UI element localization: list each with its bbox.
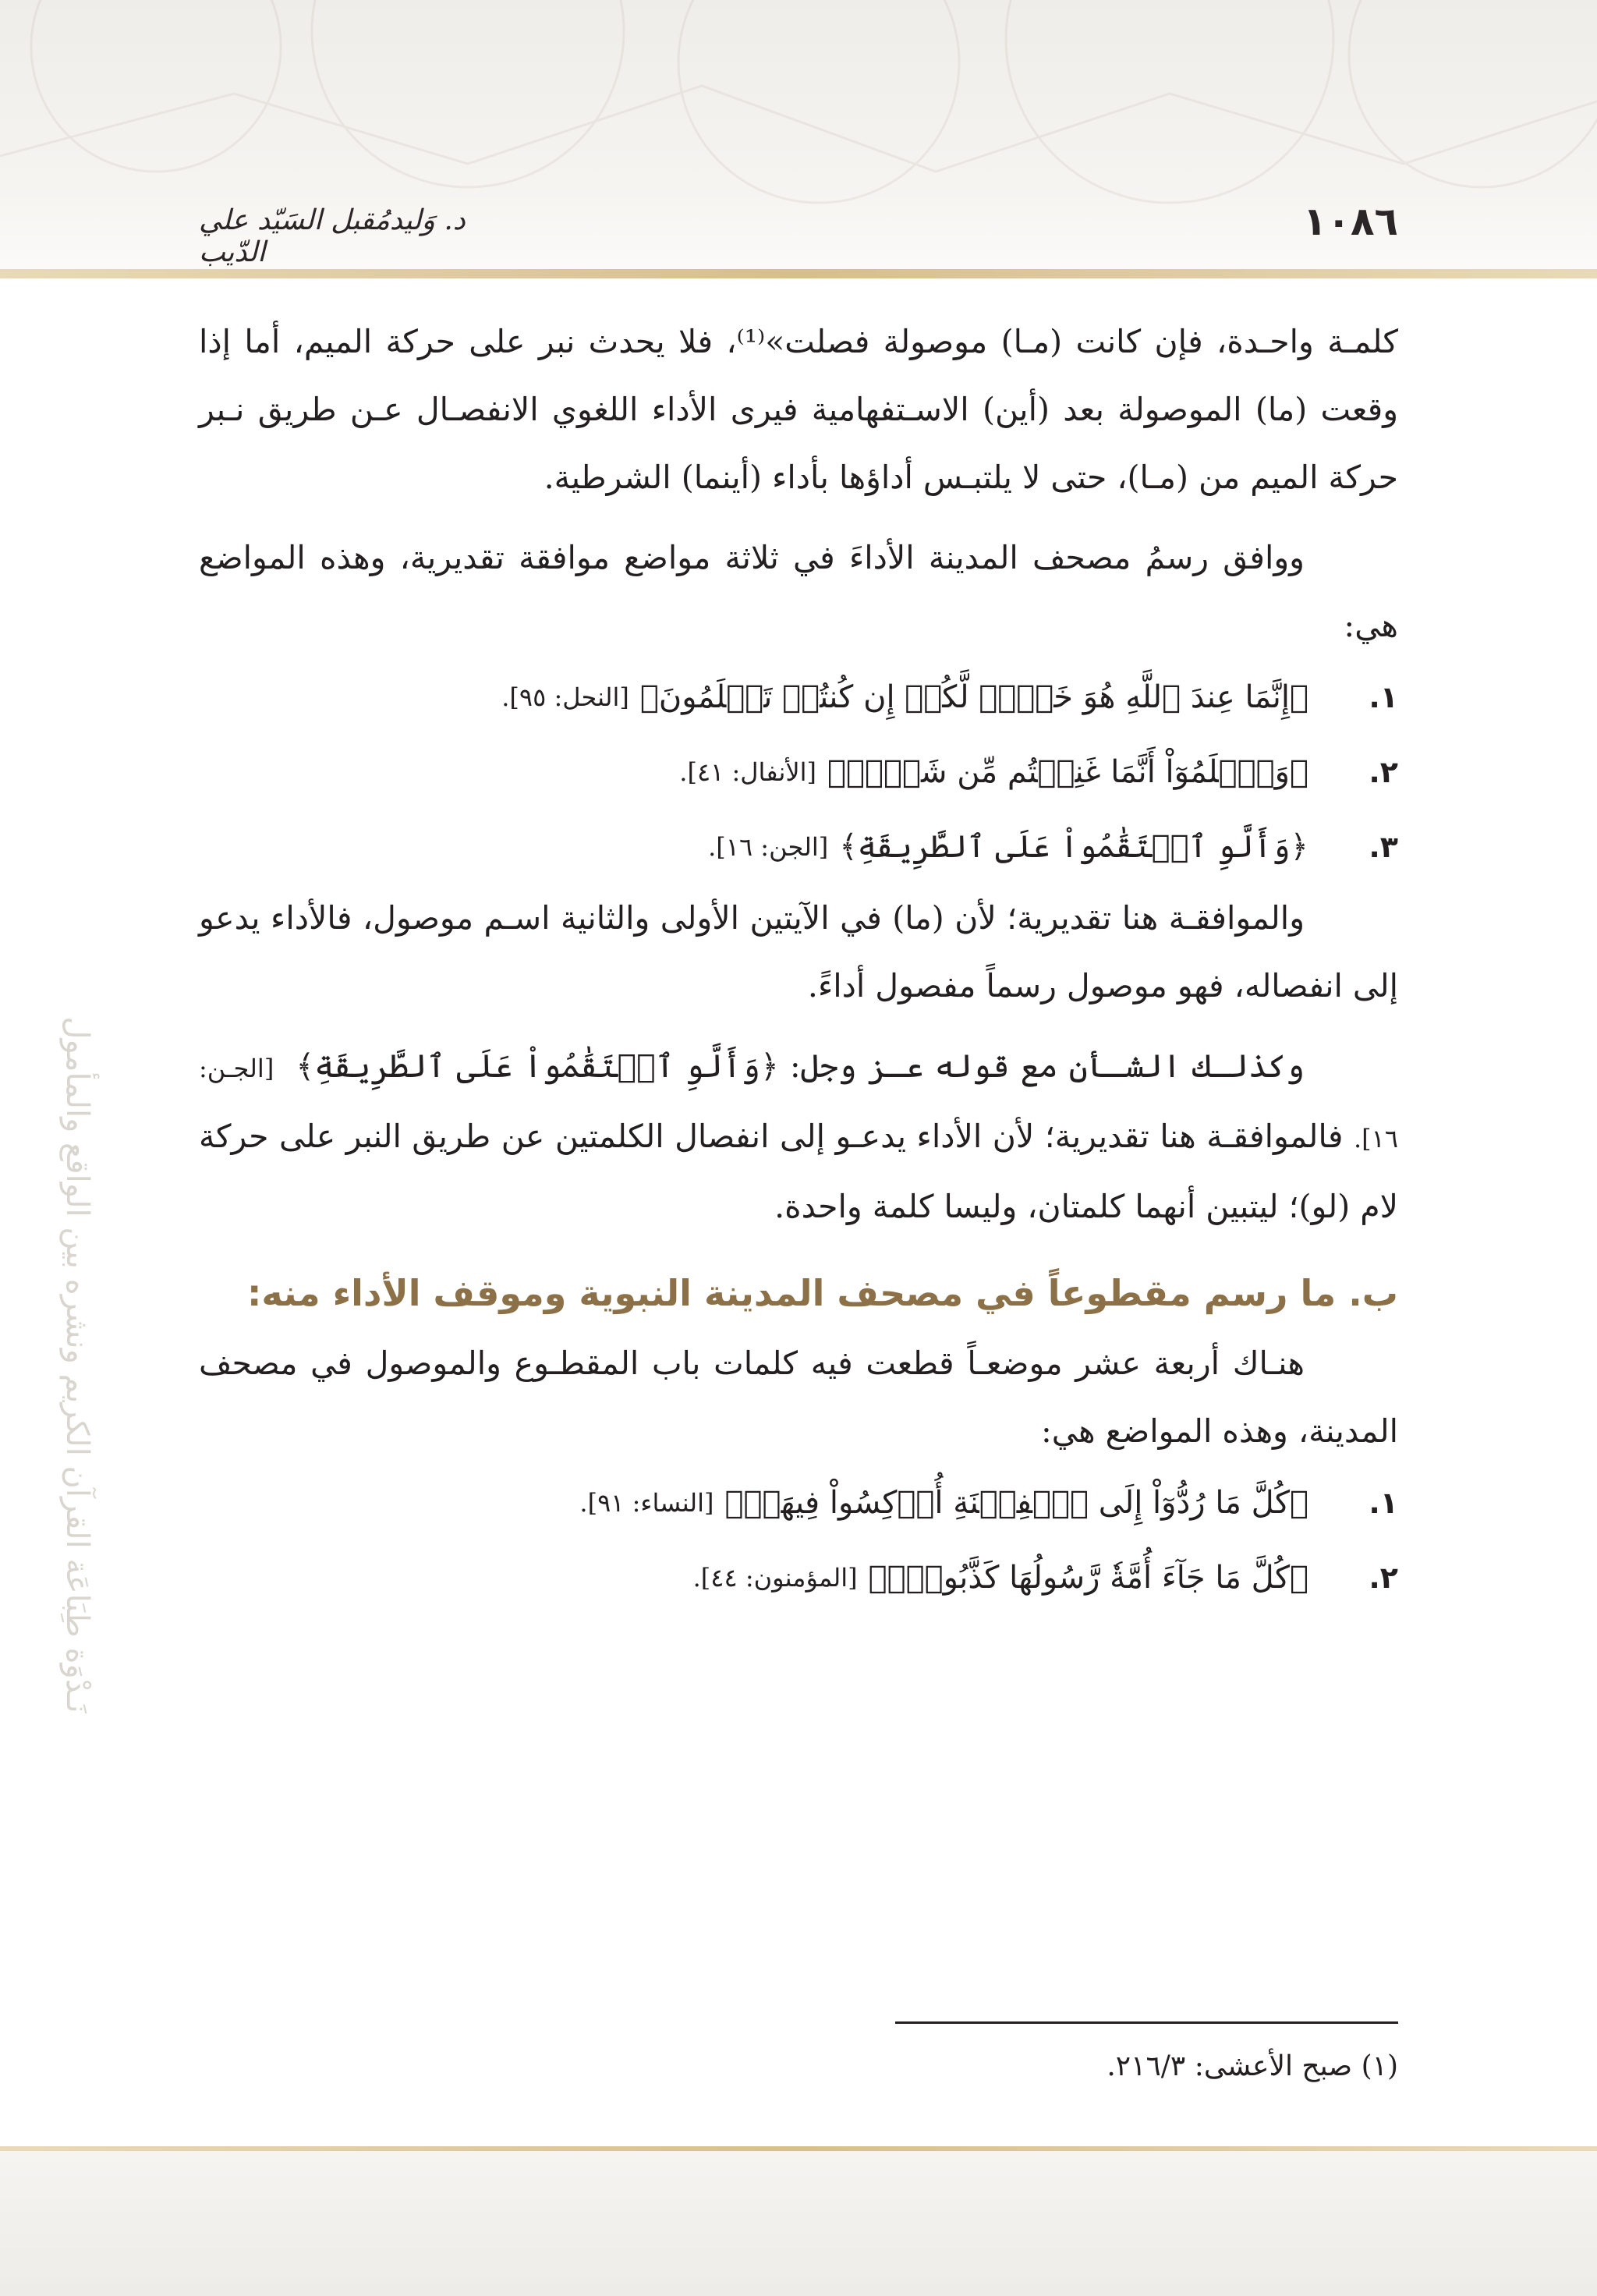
verse-number: ١. xyxy=(1369,679,1398,714)
section-heading: ب. ما رسم مقطوعاً في مصحف المدينة النبوية وموقف الأداء منه: xyxy=(247,1272,1398,1314)
paragraph-4-start: وكذلـك الشـأن مع قوله عـز وجل: ﴿وَأَلَّوِ ٱسۡتَقَٰمُواْ عَلَى ٱلطَّرِيقَةِ﴾ xyxy=(296,1047,1305,1085)
footnote-divider xyxy=(895,2021,1398,2024)
verse-text: ﴿كُلَّ مَا رُدُّوٓاْ إِلَى ٱلۡفِتۡنَةِ أُرۡكِسُواْ فِيهَاۚ﴾ xyxy=(724,1484,1308,1521)
paragraph-5: هنـاك أربعة عشر موضعـاً قطعت فيه كلمات باب المقطـوع والموصول في مصحف المدينة، وهذه المواضع هي: xyxy=(199,1345,1398,1450)
footnote-number: (١) xyxy=(1361,2050,1398,2082)
paragraph-2: ووافق رسمُ مصحف المدينة الأداءَ في ثلاثة مواضع موافقة تقديرية، وهذه المواضع هي: xyxy=(199,539,1398,644)
side-series-title: نَـدْوَة طِبَاعَة القرآن الكريم ونشره بين الواقع والمأمول xyxy=(59,1016,95,1713)
verse-item xyxy=(199,810,1398,884)
verse-reference: [النحل: ٩٥]. xyxy=(501,682,629,712)
verse-item xyxy=(199,660,1398,735)
verse-text: ﴿كُلَّ مَا جَآءَ أُمَّةٗ رَّسُولُهَا كَذَّبُوهُۖ﴾ xyxy=(868,1559,1308,1596)
verse-text: ﴿وَٱعۡلَمُوٓاْ أَنَّمَا غَنِمۡتُم مِّن شَيۡءٖ﴾ xyxy=(827,753,1308,790)
footer-band xyxy=(0,2151,1597,2296)
verse-number: ١. xyxy=(1369,1485,1398,1520)
header-rule xyxy=(0,269,1597,278)
verse-reference: [الأنفال: ٤١]. xyxy=(679,756,816,787)
main-text xyxy=(199,308,1398,1615)
verse-list-b xyxy=(199,1465,1398,1615)
footnote xyxy=(696,2043,1398,2090)
verse-number: ٣. xyxy=(1369,829,1398,864)
verse-reference: [النساء: ٩١]. xyxy=(579,1487,714,1518)
paragraph-1: كلمـة واحـدة، فإن كانت (مـا) موصولة فصلت»⁽¹⁾، فلا يحدث نبر على حركة الميم، أما إذا وقعت (ما) الموصولة بعد (أين) الاسـتفهامية فيرى الأداء اللغوي الانفصـال عـن طريق نـبر حركة الميم من (مـا)، حتى لا يلتبـس أداؤها بأداء (أينما) الشرطية. xyxy=(199,323,1398,496)
running-head-author: د. وَليدمُقبل السَيّد علي الدّيب xyxy=(199,204,466,268)
verse-item xyxy=(199,735,1398,810)
footnote-text: صبح الأعشى: ٢١٦/٣. xyxy=(1107,2050,1353,2082)
verse-list-a xyxy=(199,660,1398,884)
verse-item xyxy=(199,1465,1398,1540)
verse-item xyxy=(199,1540,1398,1615)
verse-text: ﴿وَأَلَّوِ ٱسۡتَقَٰمُواْ عَلَى ٱلطَّرِيقَةِ﴾ xyxy=(839,828,1308,865)
verse-text: ﴿إِنَّمَا عِندَ ٱللَّهِ هُوَ خَيۡرٞ لَّكُمۡ إِن كُنتُمۡ تَعۡلَمُونَ﴾ xyxy=(639,679,1308,715)
verse-number: ٢. xyxy=(1369,1560,1398,1595)
paragraph-4-end: فالموافقـة هنا تقديرية؛ لأن الأداء يدعـو إلى انفصال الكلمتين عن طريق النبر على حركة لام (لو)؛ ليتبين أنهما كلمتان، وليسا كلمة واحدة. xyxy=(199,1118,1398,1225)
verse-reference: [المؤمنون: ٤٤]. xyxy=(692,1562,858,1593)
verse-number: ٢. xyxy=(1369,754,1398,789)
paragraph-3: والموافقـة هنا تقديرية؛ لأن (ما) في الآيتين الأولى والثانية اسـم موصول، فالأداء يدعو إلى انفصاله، فهو موصول رسماً مفصول أداءً. xyxy=(199,899,1398,1004)
paragraph-4 xyxy=(199,1033,1398,1241)
verse-reference: [الجن: ١٦]. xyxy=(708,831,829,862)
page-number: ١٠٨٦ xyxy=(1302,199,1398,244)
verse-reference: [الجـن: ١٦]. xyxy=(199,1054,1398,1153)
